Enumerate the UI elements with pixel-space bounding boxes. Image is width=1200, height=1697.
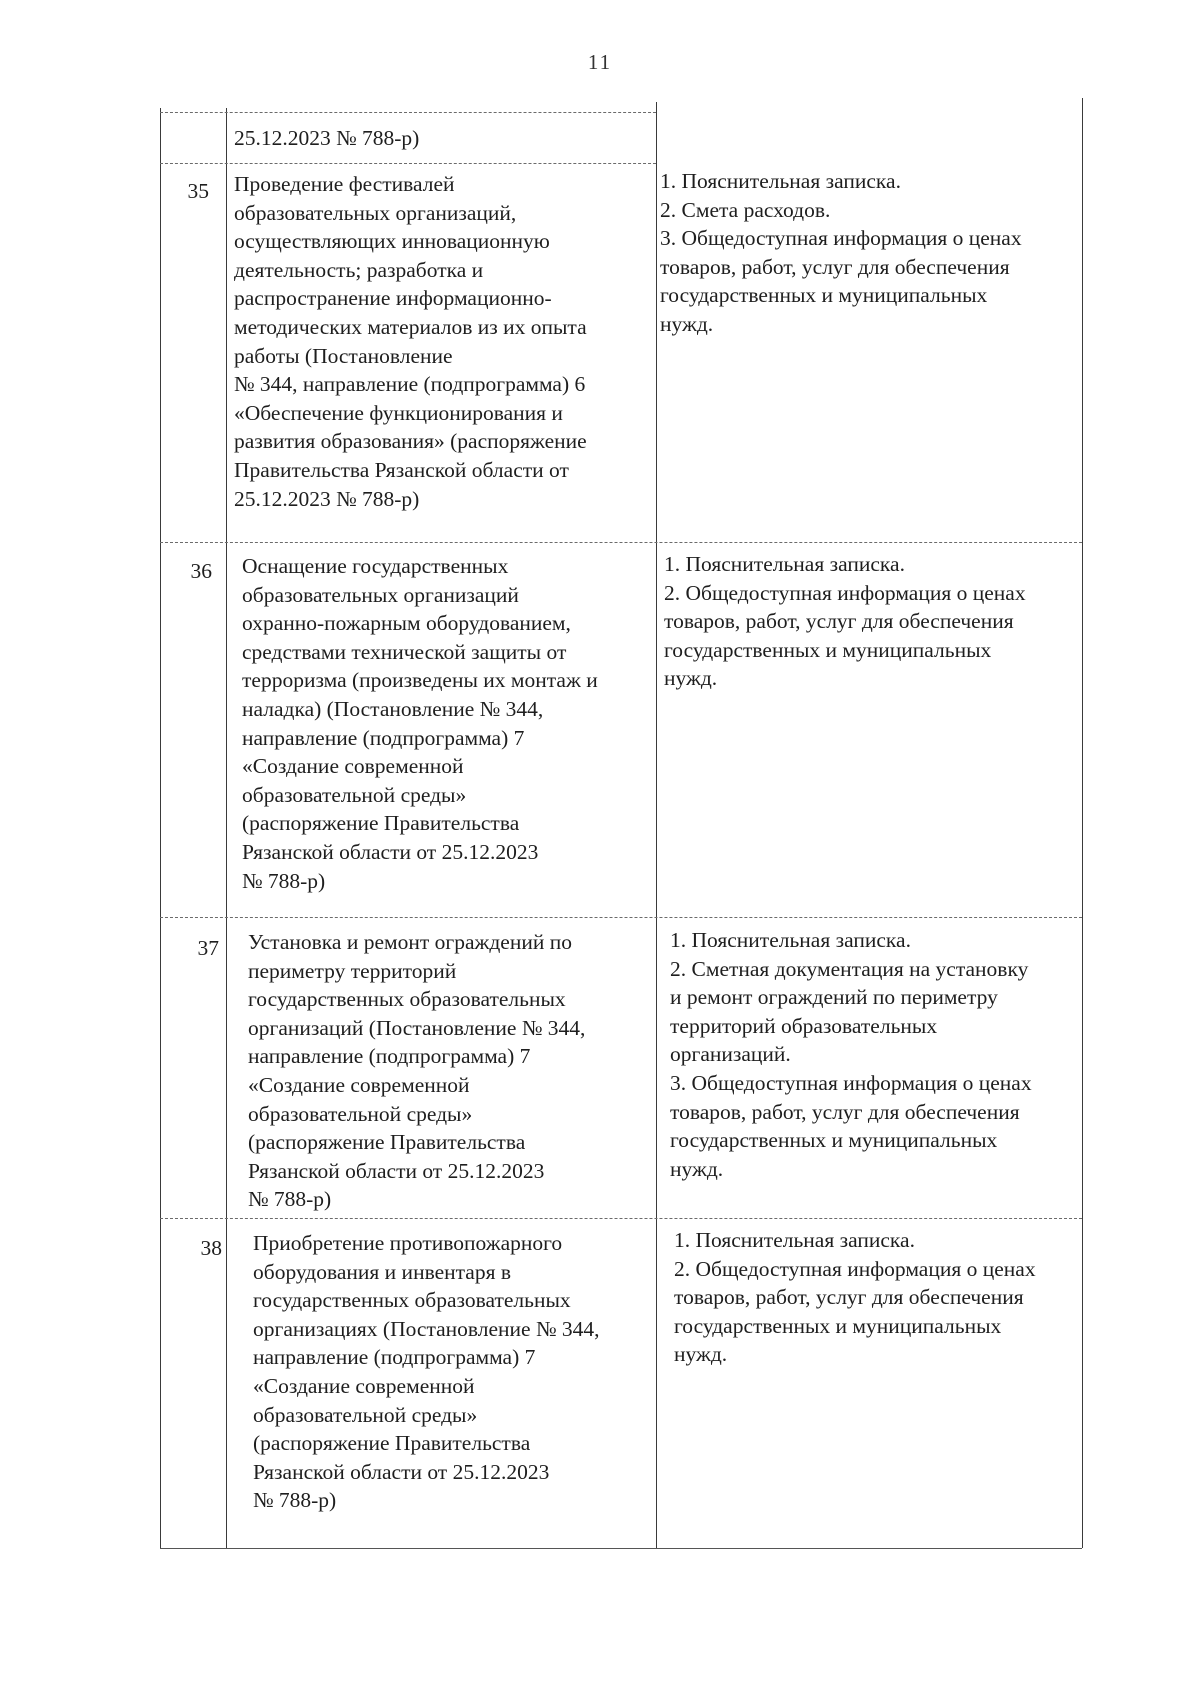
row-description: Установка и ремонт ограждений по периметру территорий государственных образовательных организаций (Постановление № 344, направление (подпрограмма) 7 «Создание современной образовательной среды» (распоряжение Правительства Рязанской области от 25.12.2023 № 788-р) xyxy=(248,930,586,1212)
row-documents: 1. Пояснительная записка. 2. Сметная документация на установку и ремонт ограждений по периметру территорий образовательных организаций. 3. Общедоступная информация о ценах товаров, работ, услуг для обеспечения государственных и муниципальных нужд. xyxy=(670,928,1032,1181)
row-number: 37 xyxy=(197,936,219,960)
number-column-divider xyxy=(226,108,227,1548)
row-description: Приобретение противопожарного оборудования и инвентаря в государственных образовательных организациях (Постановление № 344, направление (подпрограмма) 7 «Создание современной образовательной среды» (распоряжение Правительства Рязанской области от 25.12.2023 № 788-р) xyxy=(253,1231,600,1513)
row-number: 36 xyxy=(190,559,212,583)
table-right-border xyxy=(1082,98,1083,1548)
row-separator xyxy=(160,163,656,164)
row-documents: 1. Пояснительная записка. 2. Смета расходов. 3. Общедоступная информация о ценах товаров, работ, услуг для обеспечения государственных и муниципальных нужд. xyxy=(660,169,1022,336)
page-number: 11 xyxy=(587,50,613,74)
row-number: 38 xyxy=(200,1236,222,1260)
row-description: Оснащение государственных образовательных организаций охранно-пожарным оборудованием, средствами технической защиты от терроризма (произведены их монтаж и наладка) (Постановление № 344, направление (подпрограмма) 7 «Создание современной образовательной среды» (распоряжение Правительства Рязанской области от 25.12.2023 № 788-р) xyxy=(242,554,598,893)
table-top-border xyxy=(160,112,656,113)
documents-column-divider xyxy=(656,102,657,1548)
row-documents: 1. Пояснительная записка. 2. Общедоступная информация о ценах товаров, работ, услуг для обеспечения государственных и муниципальных нужд. xyxy=(674,1228,1036,1367)
continued-description-tail: 25.12.2023 № 788-р) xyxy=(234,126,420,150)
table-bottom-border xyxy=(160,1548,1082,1549)
row-number: 35 xyxy=(187,179,209,203)
row-documents: 1. Пояснительная записка. 2. Общедоступная информация о ценах товаров, работ, услуг для обеспечения государственных и муниципальных нужд. xyxy=(664,552,1026,691)
row-description: Проведение фестивалей образовательных организаций, осуществляющих инновационную деятельность; разработка и распространение информационно- методических материалов из их опыта работы (Постановление № 344, направление (подпрограмма) 6 «Обеспечение функционирования и развития образования» (распоряжение Правительства Рязанской области от 25.12.2023 № 788-р) xyxy=(234,172,587,511)
row-separator xyxy=(160,542,1082,543)
row-separator xyxy=(160,1218,1082,1219)
table-left-border xyxy=(160,108,161,1548)
row-separator xyxy=(160,917,1082,918)
